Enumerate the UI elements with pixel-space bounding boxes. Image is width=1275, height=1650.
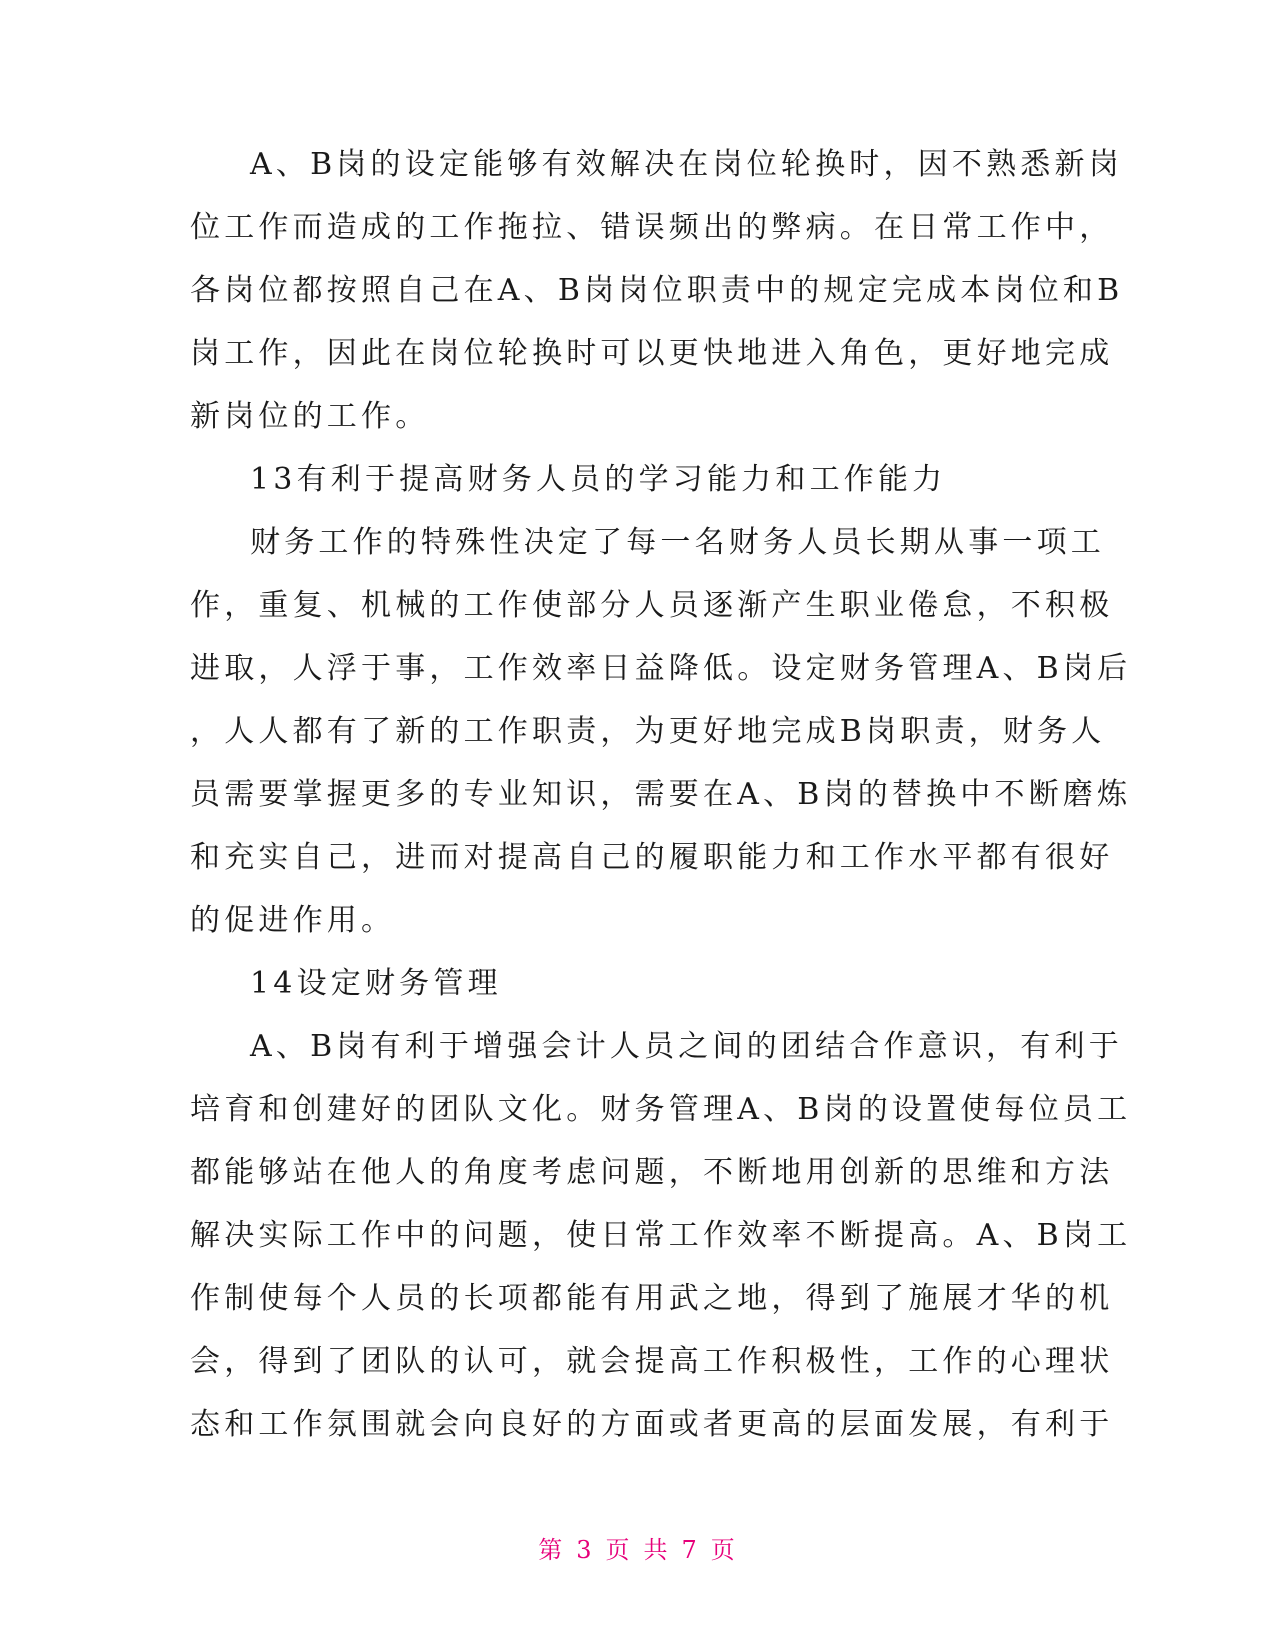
paragraph-line: 和充实自己，进而对提高自己的履职能力和工作水平都有很好 [190,840,1114,875]
paragraph-line: 财务工作的特殊性决定了每一名财务人员长期从事一项工 [250,525,1105,560]
paragraph-line: 各岗位都按照自己在A、B岗岗位职责中的规定完成本岗位和B [190,273,1124,308]
footer-total-prefix: 共 [643,1536,670,1564]
paragraph-line: A、B岗有利于增强会计人员之间的团结合作意识，有利于 [250,1029,1123,1064]
paragraph-line: 作，重复、机械的工作使部分人员逐渐产生职业倦怠，不积极 [190,588,1114,623]
current-page-number: 3 [576,1536,594,1564]
paragraph-line: 作制使每个人员的长项都能有用武之地，得到了施展才华的机 [190,1281,1114,1316]
paragraph-line: 都能够站在他人的角度考虑问题，不断地用创新的思维和方法 [190,1155,1114,1190]
footer-page-unit: 页 [605,1536,632,1564]
paragraph-line: 态和工作氛围就会向良好的方面或者更高的层面发展，有利于 [190,1407,1114,1442]
paragraph-line: A、B岗的设定能够有效解决在岗位轮换时，因不熟悉新岗 [250,147,1123,182]
paragraph-line: 位工作而造成的工作拖拉、错误频出的弊病。在日常工作中， [190,210,1114,245]
paragraph-line: 员需要掌握更多的专业知识，需要在A、B岗的替换中不断磨炼 [190,777,1132,812]
paragraph-line: 岗工作，因此在岗位轮换时可以更快地进入角色，更好地完成 [190,336,1114,371]
paragraph-line: 新岗位的工作。 [190,399,430,434]
total-page-count: 7 [681,1536,699,1564]
section-heading: 14设定财务管理 [250,966,502,1001]
paragraph-line: 的促进作用。 [190,903,396,938]
footer-prefix: 第 [538,1536,565,1564]
footer-total-unit: 页 [710,1536,737,1564]
paragraph-line: 培育和创建好的团队文化。财务管理A、B岗的设置使每位员工 [190,1092,1132,1127]
paragraph-line: 会，得到了团队的认可，就会提高工作积极性，工作的心理状 [190,1344,1114,1379]
page-footer [0,1530,1275,1570]
paragraph-line: 进取，人浮于事，工作效率日益降低。设定财务管理A、B岗后 [190,651,1132,686]
section-heading: 13有利于提高财务人员的学习能力和工作能力 [250,462,947,497]
paragraph-line: ，人人都有了新的工作职责，为更好地完成B岗职责，财务人 [190,714,1106,749]
paragraph-line: 解决实际工作中的问题，使日常工作效率不断提高。A、B岗工 [190,1218,1132,1253]
